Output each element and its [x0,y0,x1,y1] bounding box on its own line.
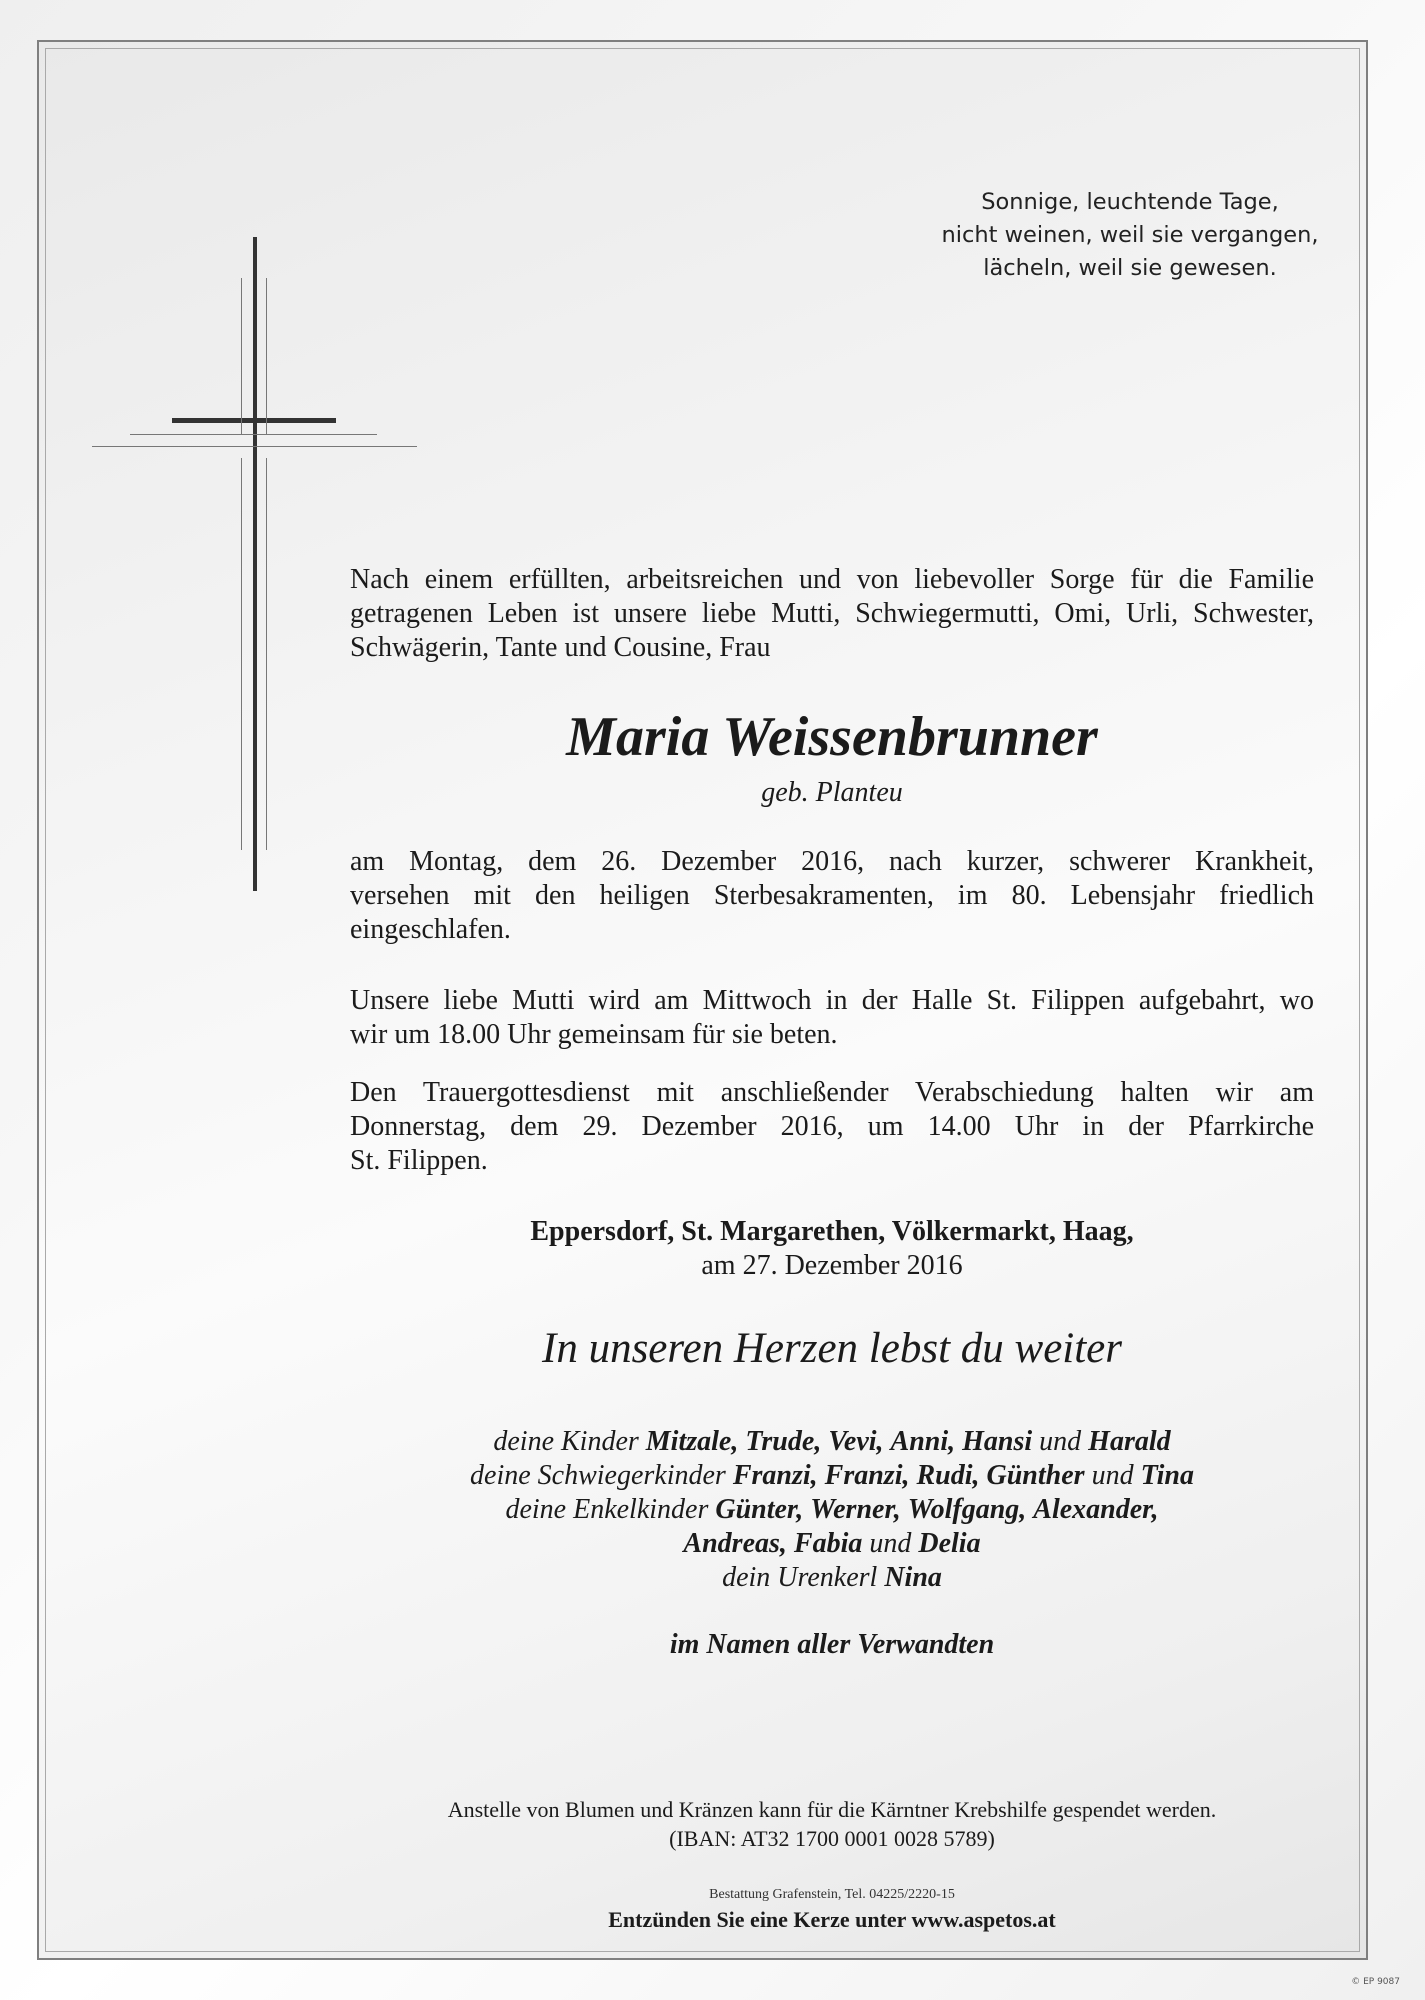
mourners-children-in-law: deine Schwiegerkinder Franzi, Franzi, Rudi, Günther und Tina [470,1460,1194,1491]
death-notice [350,845,1314,947]
place-date [350,1215,1314,1283]
donation-note [350,1795,1314,1853]
maiden-name: geb. Planteu [761,777,903,808]
print-code: © EP 9087 [1351,1977,1400,1987]
intro-line: Nach einem erfüllten, arbeitsreichen und von liebevoller Sorge für die Familie [350,564,1314,595]
candle-note: Entzünden Sie eine Kerze unter www.aspetos.at [608,1907,1056,1932]
motto: In unseren Herzen lebst du weiter [542,1325,1122,1372]
donation-line: Anstelle von Blumen und Kränzen kann für die Kärntner Krebshilfe gespendet werden. [447,1797,1217,1822]
opening-quote [880,186,1380,285]
funeral-line: Donnerstag, dem 29. Dezember 2016, um 14.00 Uhr in der Pfarrkirche [350,1111,1314,1142]
undertaker-info: Bestattung Grafenstein, Tel. 04225/2220-15 [709,1887,955,1902]
intro-line: Schwägerin, Tante und Cousine, Frau [350,632,771,663]
death-line: versehen mit den heiligen Sterbesakramenten, im 80. Lebensjahr friedlich [350,880,1314,911]
quote-line: nicht weinen, weil sie vergangen, [941,222,1319,248]
viewing-line: Unsere liebe Mutti wird am Mittwoch in der Halle St. Filippen aufgebahrt, wo [350,985,1314,1016]
intro-line: getragenen Leben ist unsere liebe Mutti, Schwiegermutti, Omi, Urli, Schwester, [350,598,1314,629]
funeral-line: Den Trauergottesdienst mit anschließender Verabschiedung halten wir am [350,1077,1314,1108]
intro-paragraph [350,563,1314,665]
funeral-line: St. Filippen. [350,1145,488,1176]
donation-iban: (IBAN: AT32 1700 0001 0028 5789) [669,1826,995,1851]
places: Eppersdorf, St. Margarethen, Völkermarkt, Haag, [530,1216,1134,1247]
funeral-paragraph [350,1076,1314,1178]
mourners-grandchildren-cont: Andreas, Fabia und Delia [683,1528,981,1559]
deceased-name: Maria Weissenbrunner [566,706,1098,768]
viewing-paragraph [350,984,1314,1052]
mourners-great-grandchild: dein Urenkerl Nina [722,1562,942,1593]
mourners-children: deine Kinder Mitzale, Trude, Vevi, Anni, Hansi und Harald [493,1426,1171,1457]
mourners-grandchildren: deine Enkelkinder Günter, Werner, Wolfgang, Alexander, [505,1494,1159,1525]
quote-line: Sonnige, leuchtende Tage, [981,189,1279,215]
family-signature: im Namen aller Verwandten [669,1629,995,1660]
quote-line: lächeln, weil sie gewesen. [983,255,1277,281]
death-line: eingeschlafen. [350,914,511,945]
mourners-list [350,1425,1314,1595]
viewing-line: wir um 18.00 Uhr gemeinsam für sie beten. [350,1019,838,1050]
death-line: am Montag, dem 26. Dezember 2016, nach kurzer, schwerer Krankheit, [350,846,1314,877]
notice-date: am 27. Dezember 2016 [701,1250,963,1281]
